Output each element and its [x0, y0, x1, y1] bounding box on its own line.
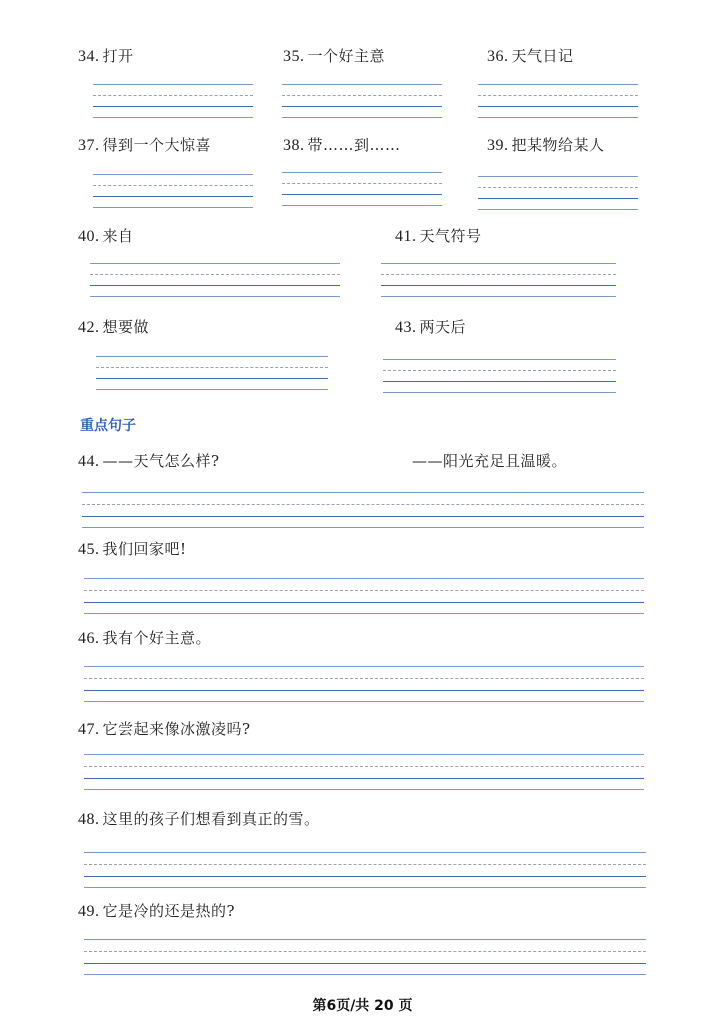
writing-lines[interactable]	[96, 356, 328, 396]
phrase-36	[487, 45, 574, 66]
writing-lines[interactable]	[84, 754, 644, 794]
phrase-41	[395, 225, 482, 246]
phrase-number: 36.	[487, 48, 509, 65]
phrase-43	[395, 316, 466, 337]
phrase-text: 想要做	[102, 318, 150, 336]
writing-lines[interactable]	[93, 174, 253, 214]
writing-lines[interactable]	[84, 666, 644, 706]
sentence-47	[78, 718, 251, 739]
writing-lines[interactable]	[478, 176, 638, 216]
sentence-number: 44.	[78, 453, 100, 470]
phrase-text: 打开	[102, 47, 134, 65]
phrase-38	[283, 134, 401, 155]
sentence-text: ——天气怎么样?	[102, 452, 220, 470]
phrase-number: 43.	[395, 319, 417, 336]
phrase-number: 38.	[283, 137, 305, 154]
sentence-number: 49.	[78, 903, 100, 920]
writing-lines[interactable]	[90, 263, 340, 303]
phrase-text: 天气符号	[419, 227, 482, 245]
phrase-number: 40.	[78, 228, 100, 245]
writing-lines[interactable]	[93, 84, 253, 124]
writing-lines[interactable]	[282, 172, 442, 212]
sentence-number: 46.	[78, 630, 100, 647]
phrase-42	[78, 316, 149, 337]
phrase-number: 41.	[395, 228, 417, 245]
phrase-40	[78, 225, 134, 246]
phrase-text: 两天后	[419, 318, 467, 336]
phrase-text: 天气日记	[511, 47, 574, 65]
sentence-text: 它是冷的还是热的?	[102, 902, 236, 920]
phrase-text: 来自	[102, 227, 134, 245]
sentence-48	[78, 808, 320, 829]
sentence-text: 这里的孩子们想看到真正的雪。	[102, 810, 320, 828]
phrase-35	[283, 45, 385, 66]
writing-lines[interactable]	[82, 492, 644, 532]
sentence-number: 48.	[78, 811, 100, 828]
sentence-number: 47.	[78, 721, 100, 738]
phrase-text: 带……到……	[307, 136, 401, 154]
sentence-text: 我有个好主意。	[102, 629, 212, 647]
section-title: 重点句子	[80, 418, 136, 434]
sentence-46	[78, 627, 211, 648]
sentence-49	[78, 900, 235, 921]
phrase-text: 把某物给某人	[511, 136, 605, 154]
writing-lines[interactable]	[282, 84, 442, 124]
page-footer: 第6页/共 20 页	[312, 998, 413, 1014]
writing-lines[interactable]	[478, 84, 638, 124]
phrase-number: 37.	[78, 137, 100, 154]
writing-lines[interactable]	[84, 852, 646, 892]
phrase-number: 42.	[78, 319, 100, 336]
phrase-number: 35.	[283, 48, 305, 65]
phrase-number: 39.	[487, 137, 509, 154]
sentence-text: 它尝起来像冰激凌吗?	[102, 720, 251, 738]
writing-lines[interactable]	[84, 578, 644, 618]
sentence-45	[78, 538, 187, 559]
sentence-44	[78, 450, 220, 471]
phrase-number: 34.	[78, 48, 100, 65]
writing-lines[interactable]	[84, 939, 646, 979]
sentence-44-reply: ——阳光充足且温暖。	[412, 452, 568, 470]
sentence-number: 45.	[78, 541, 100, 558]
phrase-text: 得到一个大惊喜	[102, 136, 212, 154]
phrase-text: 一个好主意	[307, 47, 386, 65]
phrase-39	[487, 134, 605, 155]
sentence-text: 我们回家吧!	[102, 540, 187, 558]
writing-lines[interactable]	[383, 359, 616, 399]
phrase-34	[78, 45, 134, 66]
phrase-37	[78, 134, 211, 155]
writing-lines[interactable]	[381, 263, 616, 303]
